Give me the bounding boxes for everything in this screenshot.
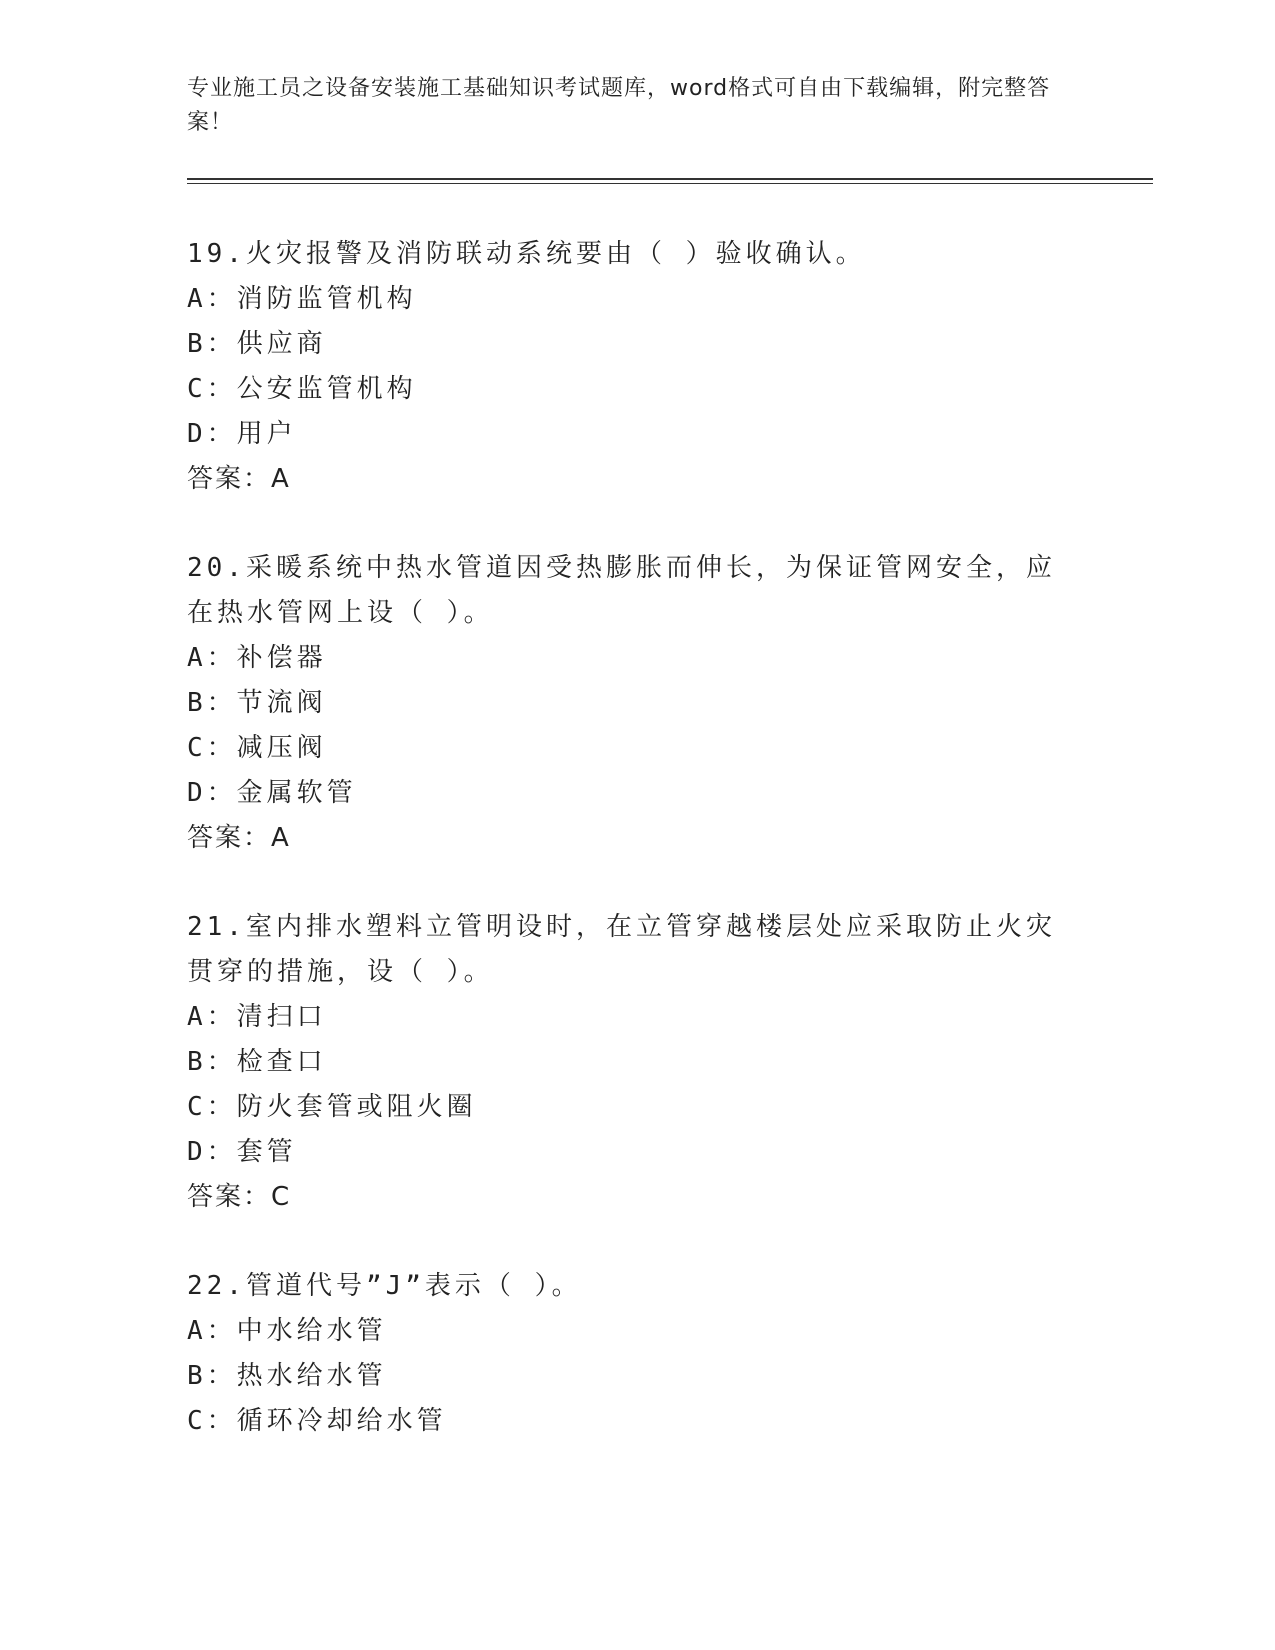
document-header: 专业施工员之设备安装施工基础知识考试题库，word格式可自由下载编辑，附完整答案！ xyxy=(187,76,1051,135)
option-c: C：减压阀 xyxy=(187,733,327,763)
answer: 答案：A xyxy=(187,823,291,853)
question-text: 21.室内排水塑料立管明设时，在立管穿越楼层处应采取防止火灾贯穿的措施，设（ ）。 xyxy=(187,912,1056,987)
option-b: B：热水给水管 xyxy=(187,1361,387,1391)
question-list xyxy=(187,232,1087,1488)
option-a: A：补偿器 xyxy=(187,643,327,673)
option-a: A：消防监管机构 xyxy=(187,284,417,314)
question-21 xyxy=(187,905,1087,1220)
option-c: C：防火套管或阻火圈 xyxy=(187,1092,477,1122)
answer: 答案：C xyxy=(187,1182,292,1212)
question-22 xyxy=(187,1264,1087,1444)
option-d: D：用户 xyxy=(187,419,297,449)
header-divider-thin xyxy=(187,183,1153,184)
option-b: B：检查口 xyxy=(187,1047,327,1077)
answer: 答案：A xyxy=(187,464,291,494)
question-text: 20.采暖系统中热水管道因受热膨胀而伸长，为保证管网安全，应在热水管网上设（ ）。 xyxy=(187,553,1056,628)
question-19 xyxy=(187,232,1087,502)
question-text: 22.管道代号”J”表示（ ）。 xyxy=(187,1271,582,1301)
option-c: C：公安监管机构 xyxy=(187,374,417,404)
header-divider-thick xyxy=(187,178,1153,180)
option-c: C：循环冷却给水管 xyxy=(187,1406,447,1436)
option-d: D：套管 xyxy=(187,1137,297,1167)
option-a: A：中水给水管 xyxy=(187,1316,387,1346)
option-b: B：节流阀 xyxy=(187,688,327,718)
question-20 xyxy=(187,546,1087,861)
option-d: D：金属软管 xyxy=(187,778,357,808)
option-b: B：供应商 xyxy=(187,329,327,359)
option-a: A：清扫口 xyxy=(187,1002,327,1032)
question-text: 19.火灾报警及消防联动系统要由（ ）验收确认。 xyxy=(187,239,866,269)
